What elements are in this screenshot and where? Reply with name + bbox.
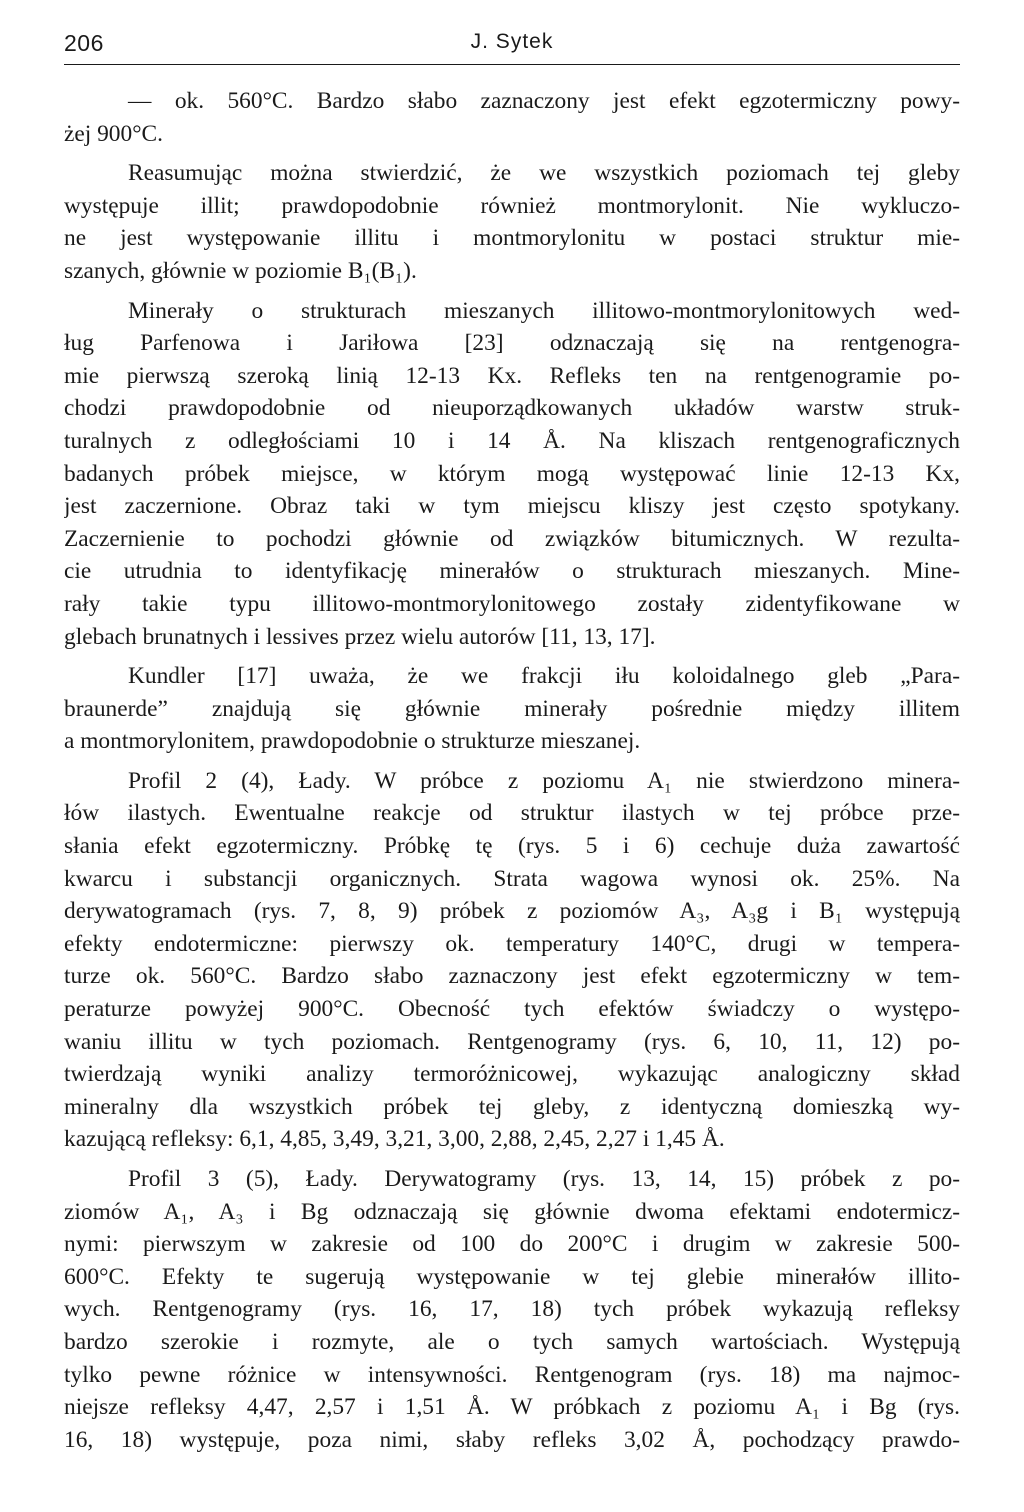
text-line: peraturze powyżej 900°C. Obecność tych efektów świadczy o występo- [64,996,960,1023]
text-line: efekty endotermiczne: pierwszy ok. temperatury 140°C, drugi w tempera- [64,930,960,957]
paragraph [64,1163,960,1456]
text-line: rały takie typu illitowo-montmorylonitowego zostały zidentyfikowane w [64,590,960,617]
paragraph [64,765,960,1156]
text-line: turalnych z odległościami 10 i 14 Å. Na kliszach rentgenograficznych [64,427,960,454]
text-line: twierdzają wyniki analizy termoróżnicowej, wykazując analogiczny skład [64,1061,960,1088]
text-line: 16, 18) występuje, poza nimi, słaby refleks 3,02 Å, pochodzący prawdo- [64,1426,960,1453]
text-line: braunerde” znajdują się głównie minerały pośrednie między illitem [64,695,960,722]
text-line: Minerały o strukturach mieszanych illitowo-montmorylonitowych wed- [128,297,960,324]
text-line: jest zaczernione. Obraz taki w tym miejscu kliszy jest często spotykany. [64,493,960,520]
text-line: cie utrudnia to identyfikację minerałów o strukturach mieszanych. Mine- [64,558,960,585]
running-head: J. Sytek [470,30,554,53]
page-header [64,28,960,65]
paragraph [64,295,960,654]
text-line: Zaczernienie to pochodzi głównie od związków bitumicznych. W rezulta- [64,525,960,552]
text-line: turze ok. 560°C. Bardzo słabo zaznaczony jest efekt egzotermiczny w tem- [64,963,960,990]
page-number: 206 [64,30,104,56]
paragraph [64,85,960,150]
body-text [64,85,960,1456]
text-line: derywatogramach (rys. 7, 8, 9) próbek z poziomów A₃, A₃g i B₁ występują [64,898,960,925]
paragraph [64,157,960,287]
text-line: mineralny dla wszystkich próbek tej gleby, z identyczną domieszką wy- [64,1093,960,1120]
text-line: kazującą refleksy: 6,1, 4,85, 3,49, 3,21, 3,00, 2,88, 2,45, 2,27 i 1,45 Å. [64,1126,725,1153]
text-line: kwarcu i substancji organicznych. Strata wagowa wynosi ok. 25%. Na [64,865,960,892]
text-line: chodzi prawdopodobnie od nieuporządkowanych układów warstw struk- [64,395,960,422]
text-line: Profil 2 (4), Łady. W próbce z poziomu A₁ nie stwierdzono minera- [128,767,960,794]
text-line: — ok. 560°C. Bardzo słabo zaznaczony jest efekt egzotermiczny powy- [128,88,960,114]
text-line: wych. Rentgenogramy (rys. 16, 17, 18) tych próbek wykazują refleksy [64,1296,960,1323]
text-line: ziomów A₁, A₃ i Bg odznaczają się głównie dwoma efektami endotermicz- [64,1198,960,1225]
text-line: waniu illitu w tych poziomach. Rentgenogramy (rys. 6, 10, 11, 12) po- [64,1028,960,1055]
text-line: Reasumując można stwierdzić, że we wszystkich poziomach tej gleby [128,160,960,187]
text-line: niejsze refleksy 4,47, 2,57 i 1,51 Å. W próbkach z poziomu A₁ i Bg (rys. [64,1394,960,1421]
text-line: ne jest występowanie illitu i montmorylonitu w postaci struktur mie- [64,225,960,252]
text-line: łów ilastych. Ewentualne reakcje od struktur ilastych w tej próbce prze- [64,800,960,827]
text-line: bardzo szerokie i rozmyte, ale o tych samych wartościach. Występują [64,1328,960,1355]
text-line: słania efekt egzotermiczny. Próbkę tę (rys. 5 i 6) cechuje duża zawartość [64,833,960,860]
text-line: 600°C. Efekty te sugerują występowanie w tej glebie minerałów illito- [64,1263,960,1290]
text-line: a montmorylonitem, prawdopodobnie o strukturze mieszanej. [64,728,641,755]
text-line: mie pierwszą szeroką linią 12-13 Kx. Refleks ten na rentgenogramie po- [64,362,960,389]
text-line: nymi: pierwszym w zakresie od 100 do 200°C i drugim w zakresie 500- [64,1231,960,1258]
text-line: ług Parfenowa i Jariłowa [23] odznaczają się na rentgenogra- [64,330,960,357]
text-line: tylko pewne różnice w intensywności. Rentgenogram (rys. 18) ma najmoc- [64,1361,960,1388]
text-line: glebach brunatnych i lessives przez wielu autorów [11, 13, 17]. [64,623,656,650]
text-line: występuje illit; prawdopodobnie również montmorylonit. Nie wykluczo- [64,192,960,219]
text-line: szanych, głównie w poziomie B₁(B₁). [64,257,417,284]
text-line: Profil 3 (5), Łady. Derywatogramy (rys. 13, 14, 15) próbek z po- [128,1166,960,1192]
text-line: Kundler [17] uważa, że we frakcji iłu koloidalnego gleb „Para- [128,663,960,690]
text-line: żej 900°C. [64,120,163,147]
paragraph [64,660,960,758]
document-page [64,28,960,1456]
text-line: badanych próbek miejsce, w którym mogą występować linie 12-13 Kx, [64,460,960,487]
